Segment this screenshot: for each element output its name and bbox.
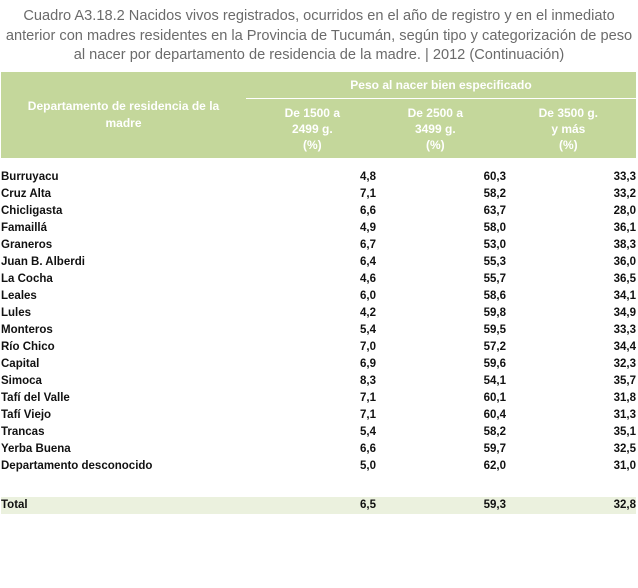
row-value-2500-3499: 54,1	[483, 375, 506, 387]
table-body	[1, 158, 636, 514]
table-row	[1, 373, 636, 390]
row-value-1500-2499: 6,0	[360, 290, 376, 302]
row-value-3500-plus: 31,0	[613, 460, 637, 472]
table-row	[1, 237, 636, 254]
row-department: Tafí del Valle	[1, 392, 70, 404]
row-department: Trancas	[1, 426, 45, 438]
row-value-2500-3499: 58,0	[483, 222, 506, 234]
row-value-2500-3499: 60,3	[483, 171, 506, 183]
total-value-2500-3499: 59,3	[376, 497, 506, 514]
table-row	[1, 169, 636, 186]
row-department: Tafí Viejo	[1, 409, 52, 421]
row-department: Burruyacu	[1, 171, 59, 183]
table-row	[1, 186, 636, 203]
row-value-1500-2499: 7,1	[360, 409, 376, 421]
row-value-2500-3499: 58,2	[483, 188, 506, 200]
row-department: Graneros	[1, 239, 53, 251]
row-value-1500-2499: 5,0	[360, 460, 376, 472]
row-value-1500-2499: 7,0	[360, 341, 376, 353]
table-row	[1, 441, 636, 458]
header-col-line: (%)	[302, 137, 322, 152]
row-value-3500-plus: 35,7	[613, 375, 637, 387]
row-value-2500-3499: 59,5	[483, 324, 506, 336]
header-col-line: De 2500 a	[407, 105, 463, 120]
row-value-3500-plus: 33,2	[613, 188, 637, 200]
header-col-line: (%)	[558, 137, 578, 152]
row-value-1500-2499: 5,4	[360, 426, 376, 438]
row-value-3500-plus: 32,5	[613, 443, 637, 455]
total-label: Total	[1, 497, 246, 514]
row-department: Chicligasta	[1, 205, 63, 217]
header-col-line: y más	[551, 121, 586, 136]
row-value-3500-plus: 31,8	[613, 392, 637, 404]
data-table	[1, 72, 636, 514]
total-row	[1, 497, 636, 514]
row-department: Río Chico	[1, 341, 55, 353]
row-value-2500-3499: 63,7	[483, 205, 506, 217]
row-value-3500-plus: 33,3	[613, 171, 637, 183]
row-value-3500-plus: 28,0	[613, 205, 637, 217]
row-department: Capital	[1, 358, 40, 370]
table-row	[1, 458, 636, 475]
total-value-3500-plus: 32,8	[506, 497, 636, 514]
row-value-2500-3499: 57,2	[483, 341, 506, 353]
row-value-3500-plus: 34,4	[613, 341, 637, 353]
table-caption: Cuadro A3.18.2 Nacidos vivos registrados, ocurridos en el año de registro y en el inmediato anterior con madres residentes en la Provincia de Tucumán, según tipo y categorización de peso al nacer por departamento de residencia de la madre. | 2012 (Continuación)	[5, 8, 633, 63]
table-row	[1, 203, 636, 220]
table-row	[1, 407, 636, 424]
header-group-weight: Peso al nacer bien especificado	[246, 72, 636, 99]
row-value-2500-3499: 58,2	[483, 426, 506, 438]
header-col-3500-plus	[506, 99, 636, 158]
table-row	[1, 424, 636, 441]
row-department: Juan B. Alberdi	[1, 256, 85, 268]
row-value-2500-3499: 62,0	[483, 460, 506, 472]
table-row	[1, 220, 636, 237]
header-col-line: De 3500 g.	[538, 105, 599, 120]
row-value-1500-2499: 8,3	[360, 375, 376, 387]
row-value-1500-2499: 4,9	[360, 222, 376, 234]
row-value-2500-3499: 55,7	[483, 273, 506, 285]
header-col-line: 2499 g.	[291, 121, 333, 136]
row-value-3500-plus: 36,0	[613, 256, 637, 268]
header-department: Departamento de residencia de la madre	[1, 72, 246, 158]
row-value-3500-plus: 33,3	[613, 324, 637, 336]
total-value-1500-2499: 6,5	[246, 497, 376, 514]
row-value-3500-plus: 32,3	[613, 358, 637, 370]
row-department: Lules	[1, 307, 32, 319]
row-department: Cruz Alta	[1, 188, 52, 200]
header-col-line: De 1500 a	[284, 105, 340, 120]
row-value-1500-2499: 7,1	[360, 188, 376, 200]
row-value-2500-3499: 55,3	[483, 256, 506, 268]
row-value-1500-2499: 4,6	[360, 273, 376, 285]
table-header	[1, 72, 636, 158]
row-value-2500-3499: 59,8	[483, 307, 506, 319]
row-value-3500-plus: 34,9	[613, 307, 637, 319]
row-value-2500-3499: 60,4	[483, 409, 506, 421]
row-department: Leales	[1, 290, 37, 302]
row-value-1500-2499: 6,4	[360, 256, 376, 268]
table-row	[1, 322, 636, 339]
row-department: Yerba Buena	[1, 443, 71, 455]
header-col-1500-2499	[246, 99, 376, 158]
row-value-2500-3499: 53,0	[483, 239, 506, 251]
row-value-3500-plus: 36,5	[613, 273, 637, 285]
table-row	[1, 254, 636, 271]
row-value-3500-plus: 35,1	[613, 426, 637, 438]
row-department: La Cocha	[1, 273, 53, 285]
row-value-2500-3499: 59,6	[483, 358, 506, 370]
table-row	[1, 390, 636, 407]
row-department: Departamento desconocido	[1, 460, 153, 472]
row-value-1500-2499: 6,6	[360, 443, 376, 455]
row-value-3500-plus: 34,1	[613, 290, 637, 302]
header-col-2500-3499	[376, 99, 506, 158]
row-department: Simoca	[1, 375, 42, 387]
row-value-2500-3499: 58,6	[483, 290, 506, 302]
row-value-2500-3499: 60,1	[483, 392, 506, 404]
header-col-line: 3499 g.	[414, 121, 456, 136]
row-department: Monteros	[1, 324, 53, 336]
row-value-3500-plus: 31,3	[613, 409, 637, 421]
row-value-3500-plus: 36,1	[613, 222, 637, 234]
row-value-1500-2499: 5,4	[360, 324, 376, 336]
row-value-1500-2499: 6,7	[360, 239, 376, 251]
table-row	[1, 288, 636, 305]
table-row	[1, 305, 636, 322]
row-value-1500-2499: 4,2	[360, 307, 376, 319]
row-value-1500-2499: 7,1	[360, 392, 376, 404]
header-col-line: (%)	[425, 137, 445, 152]
row-value-3500-plus: 38,3	[613, 239, 637, 251]
row-value-1500-2499: 6,6	[360, 205, 376, 217]
row-value-1500-2499: 4,8	[360, 171, 376, 183]
table-row	[1, 356, 636, 373]
row-value-2500-3499: 59,7	[483, 443, 506, 455]
table-row	[1, 339, 636, 356]
table-row	[1, 271, 636, 288]
row-department: Famaillá	[1, 222, 48, 234]
row-value-1500-2499: 6,9	[360, 358, 376, 370]
